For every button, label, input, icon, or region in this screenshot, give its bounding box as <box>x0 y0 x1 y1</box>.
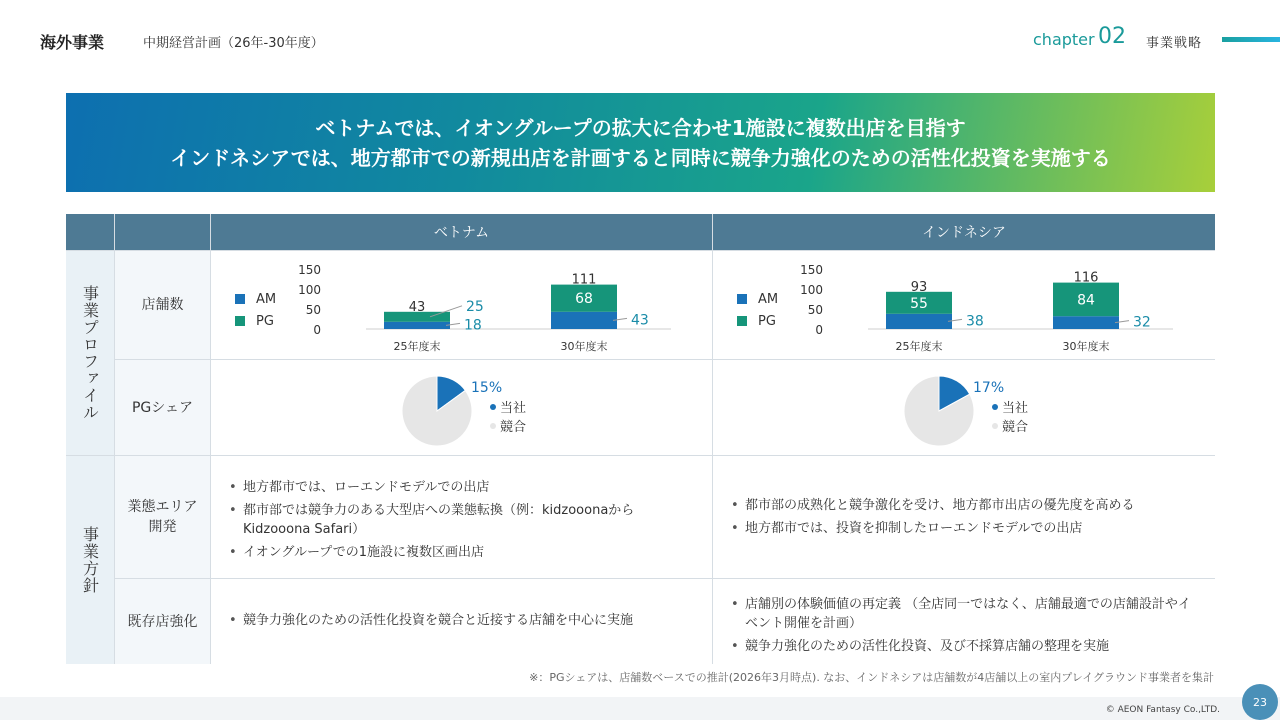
chapter-label: chapter <box>1033 30 1095 49</box>
indonesia-share-chart <box>713 360 1213 455</box>
plan-title: 中期経営計画（26年-30年度） <box>143 36 324 51</box>
total-label: 116 <box>1073 270 1099 286</box>
vietnam-stores-cell <box>211 251 713 360</box>
group-profile-text: 事業プロファイル <box>80 285 100 421</box>
y-tick-label: 150 <box>800 263 823 277</box>
row-label-existing-stores: 既存店強化 <box>115 579 211 664</box>
legend-competitor-marker <box>992 423 998 429</box>
legend-own-marker <box>490 404 496 410</box>
row-label-pg-share: PGシェア <box>115 360 211 456</box>
legend-am-swatch <box>737 294 747 304</box>
total-label: 93 <box>910 279 928 295</box>
bar-am <box>886 314 952 329</box>
bar-am <box>551 312 617 329</box>
accent-bar <box>1222 37 1280 42</box>
footer-bar <box>0 697 1280 720</box>
footnote: ※：PGシェアは、店舗数ベースでの推計(2026年3月時点). なお、インドネシアは店舗数が4店舗以上の室内プレイグラウンド事業者を集計 <box>529 671 1214 684</box>
headline-line-2: インドネシアでは、地方都市での新規出店を計画すると同時に競争力強化のための活性化投資を実施する <box>170 145 1111 170</box>
list-item: • 都市部では競争力のある大型店への業態転換（例：kidzooonaから Kidzooona Safari） <box>227 501 692 539</box>
strategy-table <box>66 214 1215 664</box>
y-tick-label: 100 <box>800 283 823 297</box>
indonesia-area-cell <box>713 456 1215 579</box>
legend-own-label: 当社 <box>500 401 527 416</box>
y-tick-label: 0 <box>313 323 321 337</box>
legend-own-marker <box>992 404 998 410</box>
am-value-label: 18 <box>464 317 482 334</box>
y-tick-label: 0 <box>815 323 823 337</box>
section-title: 海外事業 <box>40 33 105 52</box>
pg-value-label: 84 <box>1077 292 1095 309</box>
legend-pg-swatch <box>235 316 245 326</box>
group-label-policy <box>66 456 115 664</box>
column-header-indonesia: インドネシア <box>713 214 1215 251</box>
x-tick-label: 25年度末 <box>393 340 441 353</box>
column-header-vietnam: ベトナム <box>211 214 713 251</box>
vietnam-area-cell <box>211 456 713 579</box>
pie-data-label: 15% <box>471 380 503 396</box>
vietnam-share-chart <box>211 360 711 455</box>
am-value-label: 38 <box>966 313 984 330</box>
y-tick-label: 50 <box>807 303 823 317</box>
legend-pg-label: PG <box>256 314 274 329</box>
page-header <box>0 0 1280 80</box>
headline-line-1: ベトナムでは、イオングループの拡大に合わせ1施設に複数出店を目指す <box>315 115 966 140</box>
row-label-stores: 店舗数 <box>115 251 211 360</box>
vietnam-area-list <box>227 478 692 562</box>
legend-pg-swatch <box>737 316 747 326</box>
copyright: © AEON Fantasy Co.,LTD. <box>1105 705 1220 715</box>
pg-value-label: 25 <box>466 298 484 315</box>
group-label-profile <box>66 251 115 456</box>
pie-data-label: 17% <box>973 380 1005 396</box>
legend-competitor-label: 競合 <box>1002 420 1029 435</box>
x-tick-label: 30年度末 <box>1062 340 1110 353</box>
legend-competitor-marker <box>490 423 496 429</box>
chapter-title: 事業戦略 <box>1146 36 1203 51</box>
header-blank-1 <box>66 214 115 251</box>
total-label: 43 <box>408 299 426 315</box>
page-number: 23 <box>1242 684 1278 720</box>
list-item: • イオングループでの1施設に複数区画出店 <box>227 543 692 562</box>
indonesia-existing-cell <box>713 579 1215 664</box>
bar-am <box>384 322 450 329</box>
am-value-label: 32 <box>1133 314 1151 331</box>
row-label-area-line-2: 開発 <box>148 519 177 535</box>
indonesia-area-list <box>729 496 1195 538</box>
list-item: • 店舗別の体験価値の再定義 （全店同一ではなく、店舗最適での店舗設計やイベント開催を計画） <box>729 595 1195 633</box>
am-value-label: 43 <box>631 312 649 329</box>
list-item: • 地方都市では、ローエンドモデルでの出店 <box>227 478 692 497</box>
row-label-area-development <box>115 456 211 579</box>
list-item: • 競争力強化のための活性化投資を競合と近接する店舗を中心に実施 <box>227 611 692 630</box>
bar-am <box>1053 316 1119 329</box>
indonesia-share-cell <box>713 360 1215 456</box>
legend-am-label: AM <box>758 292 779 307</box>
header-blank-2 <box>115 214 211 251</box>
total-label: 111 <box>571 272 597 288</box>
chapter-number: 02 <box>1098 24 1126 49</box>
vietnam-existing-list <box>227 611 692 630</box>
y-tick-label: 150 <box>298 263 321 277</box>
y-tick-label: 50 <box>305 303 321 317</box>
row-label-area-line-1: 業態エリア <box>127 499 198 515</box>
x-tick-label: 30年度末 <box>560 340 608 353</box>
vietnam-share-cell <box>211 360 713 456</box>
list-item: • 地方都市では、投資を抑制したローエンドモデルでの出店 <box>729 519 1195 538</box>
vietnam-stores-chart <box>211 251 711 359</box>
headline-banner <box>66 93 1215 192</box>
indonesia-stores-cell <box>713 251 1215 360</box>
legend-pg-label: PG <box>758 314 776 329</box>
pg-value-label: 55 <box>910 295 928 312</box>
x-tick-label: 25年度末 <box>895 340 943 353</box>
group-policy-text: 事業方針 <box>80 526 100 594</box>
pg-value-label: 68 <box>575 291 593 308</box>
list-item: • 都市部の成熟化と競争激化を受け、地方都市出店の優先度を高める <box>729 496 1195 515</box>
legend-am-swatch <box>235 294 245 304</box>
legend-own-label: 当社 <box>1002 401 1029 416</box>
vietnam-existing-cell <box>211 579 713 664</box>
list-item: • 競争力強化のための活性化投資、及び不採算店舗の整理を実施 <box>729 637 1195 656</box>
indonesia-existing-list <box>729 595 1195 656</box>
legend-competitor-label: 競合 <box>500 420 527 435</box>
y-tick-label: 100 <box>298 283 321 297</box>
indonesia-stores-chart <box>713 251 1213 359</box>
legend-am-label: AM <box>256 292 277 307</box>
